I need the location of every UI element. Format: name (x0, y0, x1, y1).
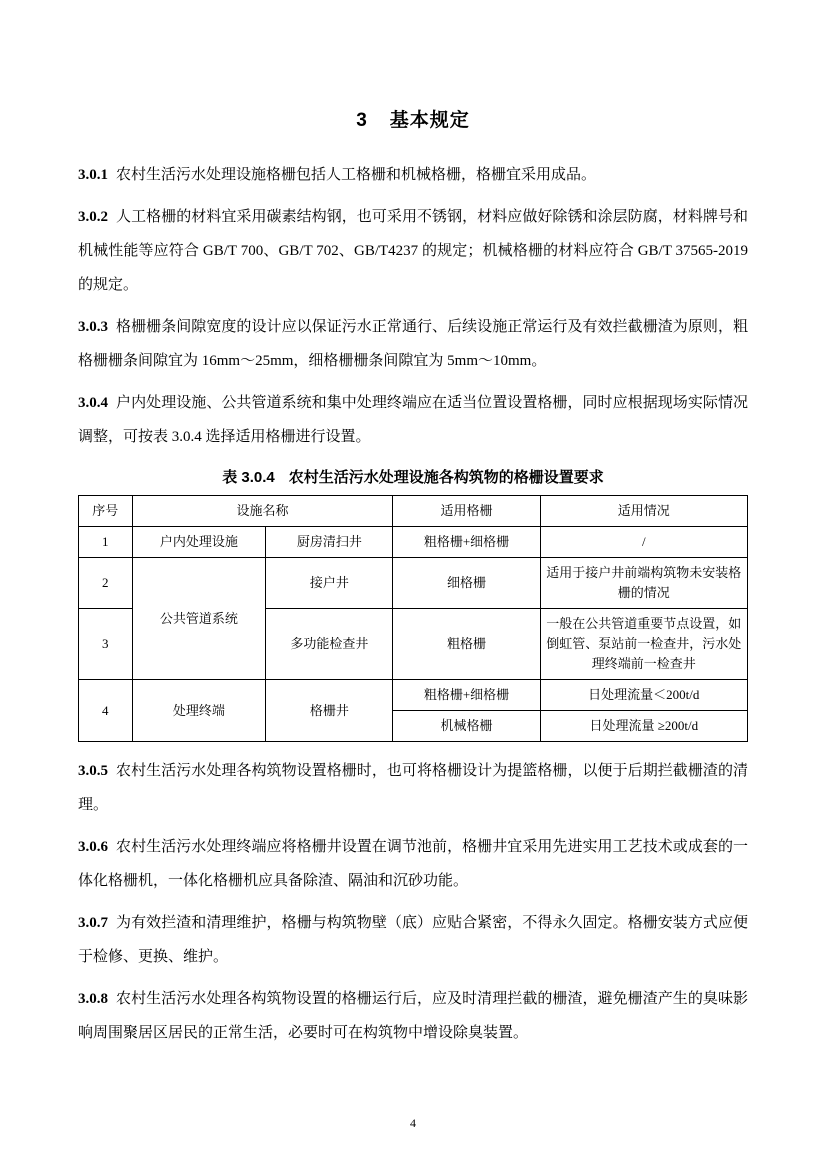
clause-3-0-4 (78, 386, 748, 454)
clause-text: 户内处理设施、公共管道系统和集中处理终端应在适当位置设置格栅，同时应根据现场实际情况调整，可按表 3.0.4 选择适用格栅进行设置。 (78, 395, 748, 445)
cell-facility: 多功能检查井 (266, 609, 393, 680)
clause-3-0-7 (78, 906, 748, 974)
clause-3-0-2 (78, 200, 748, 302)
table-header-row (79, 496, 748, 527)
clause-id: 3.0.7 (78, 915, 108, 931)
table-row (79, 558, 748, 609)
cell-grate: 机械格栅 (393, 711, 540, 742)
clause-id: 3.0.4 (78, 395, 108, 411)
header-cell-facility: 设施名称 (132, 496, 393, 527)
table-row (79, 527, 748, 558)
cell-condition: / (540, 527, 747, 558)
cell-system: 公共管道系统 (132, 558, 266, 680)
clause-text: 农村生活污水处理设施格栅包括人工格栅和机械格栅，格栅宜采用成品。 (116, 167, 597, 183)
cell-facility: 厨房清扫井 (266, 527, 393, 558)
cell-grate: 细格栅 (393, 558, 540, 609)
clause-text: 人工格栅的材料宜采用碳素结构钢，也可采用不锈钢，材料应做好除锈和涂层防腐，材料牌号和机械性能等应符合 GB/T 700、GB/T 702、GB/T4237 的规定；机械格栅的材料应符合 GB/T 37565-2019 的规定。 (78, 209, 748, 293)
cell-grate: 粗格栅+细格栅 (393, 527, 540, 558)
cell-no: 2 (79, 558, 133, 609)
cell-no: 1 (79, 527, 133, 558)
cell-facility: 格栅井 (266, 680, 393, 742)
table-caption-text: 农村生活污水处理设施各构筑物的格栅设置要求 (288, 469, 604, 486)
header-cell-grate: 适用格栅 (393, 496, 540, 527)
cell-system: 户内处理设施 (132, 527, 266, 558)
cell-condition: 适用于接户井前端构筑物未安装格栅的情况 (540, 558, 747, 609)
clause-id: 3.0.1 (78, 167, 108, 183)
clause-id: 3.0.5 (78, 763, 108, 779)
cell-grate: 粗格栅+细格栅 (393, 680, 540, 711)
table-caption (78, 466, 748, 487)
clause-3-0-6 (78, 830, 748, 898)
page-title-number: 3 (356, 110, 368, 131)
cell-system: 处理终端 (132, 680, 266, 742)
clause-id: 3.0.6 (78, 839, 108, 855)
cell-condition: 日处理流量 ≥200t/d (540, 711, 747, 742)
clause-3-0-1 (78, 158, 748, 192)
clause-text: 为有效拦渣和清理维护，格栅与构筑物壁（底）应贴合紧密，不得永久固定。格栅安装方式应便于检修、更换、维护。 (78, 915, 748, 965)
clause-3-0-8 (78, 982, 748, 1050)
grate-requirements-table (78, 495, 748, 742)
clause-3-0-3 (78, 310, 748, 378)
clause-id: 3.0.2 (78, 209, 108, 225)
table-row (79, 680, 748, 711)
clause-id: 3.0.8 (78, 991, 108, 1007)
clause-text: 农村生活污水处理终端应将格栅井设置在调节池前，格栅井宜采用先进实用工艺技术或成套的一体化格栅机，一体化格栅机应具备除渣、隔油和沉砂功能。 (78, 839, 748, 889)
page-title (78, 105, 748, 132)
header-cell-condition: 适用情况 (540, 496, 747, 527)
cell-condition: 日处理流量＜200t/d (540, 680, 747, 711)
page-number: 4 (410, 1116, 416, 1130)
clause-text: 农村生活污水处理各构筑物设置的格栅运行后，应及时清理拦截的栅渣，避免栅渣产生的臭味影响周围聚居区居民的正常生活，必要时可在构筑物中增设除臭装置。 (78, 991, 748, 1041)
cell-facility: 接户井 (266, 558, 393, 609)
clause-id: 3.0.3 (78, 319, 108, 335)
cell-grate: 粗格栅 (393, 609, 540, 680)
clause-text: 格栅栅条间隙宽度的设计应以保证污水正常通行、后续设施正常运行及有效拦截栅渣为原则，粗格栅栅条间隙宜为 16mm～25mm，细格栅栅条间隙宜为 5mm～10mm。 (78, 319, 748, 369)
table-caption-number: 表 3.0.4 (222, 469, 275, 486)
clause-3-0-5 (78, 754, 748, 822)
cell-no: 4 (79, 680, 133, 742)
clause-text: 农村生活污水处理各构筑物设置格栅时，也可将格栅设计为提篮格栅，以便于后期拦截栅渣的清理。 (78, 763, 748, 813)
cell-condition: 一般在公共管道重要节点设置，如倒虹管、泵站前一检查井，污水处理终端前一检查井 (540, 609, 747, 680)
header-cell-no: 序号 (79, 496, 133, 527)
cell-no: 3 (79, 609, 133, 680)
page-title-text: 基本规定 (389, 110, 470, 131)
